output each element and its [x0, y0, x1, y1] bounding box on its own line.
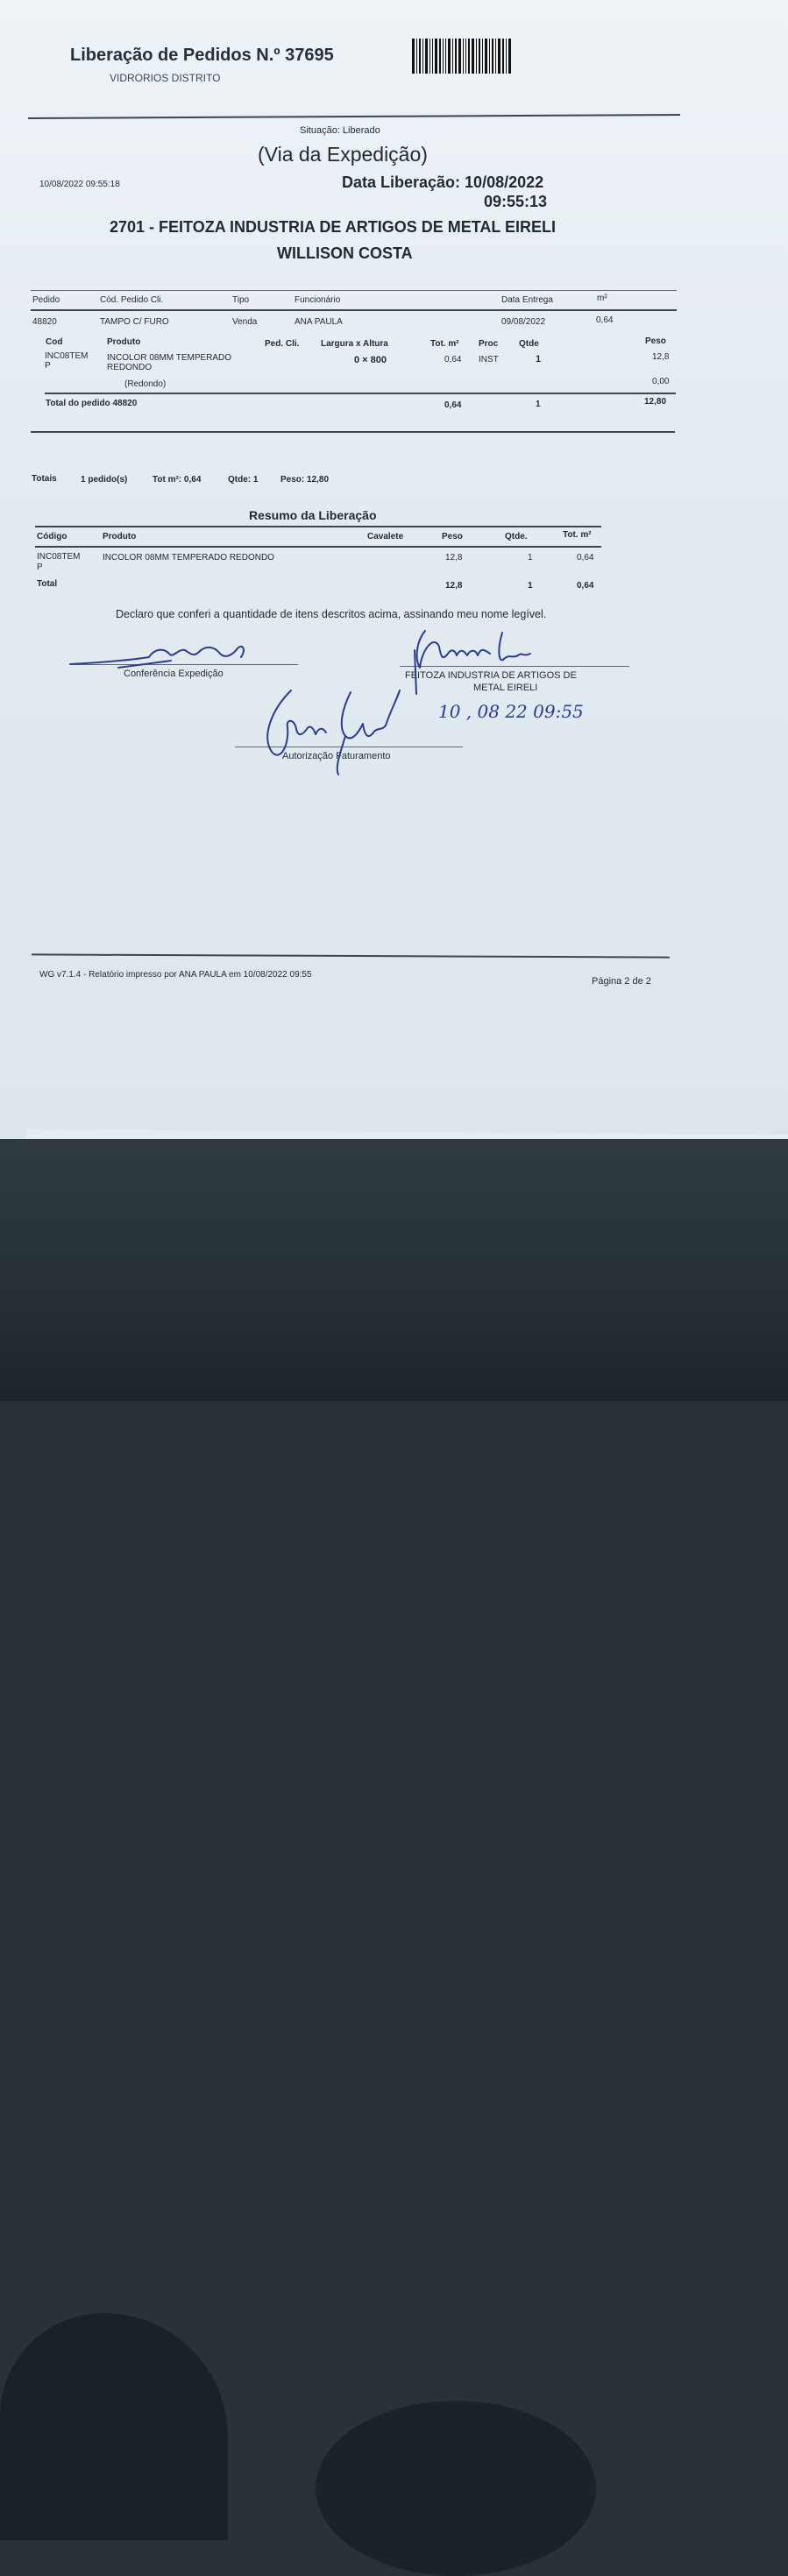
- summary-col-qtde: Qtde.: [505, 532, 528, 541]
- footer-divider: [32, 953, 670, 958]
- summary-title: Resumo da Liberação: [249, 508, 377, 522]
- barcode: [412, 39, 528, 74]
- col-cod-pedido-cli: Cód. Pedido Cli.: [100, 295, 164, 305]
- row-cod-pedido-cli: TAMPO C/ FURO: [100, 317, 169, 327]
- autorizacao-label: Autorização Faturamento: [282, 751, 391, 761]
- summary-total-qtde: 1: [528, 581, 533, 591]
- conferencia-signature: [66, 638, 259, 673]
- shadow-shape: [0, 2313, 228, 2540]
- footer-printed-by: WG v7.1.4 - Relatório impresso por ANA PAULA em 10/08/2022 09:55: [39, 970, 312, 980]
- item-col-peso: Peso: [645, 336, 666, 346]
- order-total-peso: 12,80: [644, 397, 667, 407]
- release-date: Data Liberação: 10/08/2022: [342, 173, 544, 191]
- item-col-qtde: Qtde: [519, 339, 539, 349]
- row-data-entrega: 09/08/2022: [501, 317, 546, 327]
- printed-datetime: 10/08/2022 09:55:18: [39, 180, 120, 189]
- item-dimensions: 0 × 800: [354, 355, 387, 365]
- via-label: (Via da Expedição): [258, 143, 428, 166]
- header-divider: [28, 114, 680, 119]
- summary-codigo-2: P: [37, 563, 43, 572]
- item-peso-extra: 0,00: [652, 377, 670, 386]
- col-data-entrega: Data Entrega: [501, 295, 553, 305]
- release-time: 09:55:13: [484, 193, 548, 210]
- item-produto-3: (Redondo): [124, 379, 167, 389]
- totals-m2: Tot m²: 0,64: [153, 475, 202, 485]
- summary-col-tot-m2: Tot. m²: [563, 530, 592, 540]
- order-total-qtde: 1: [536, 400, 541, 409]
- item-cod-1: INC08TEM: [45, 351, 89, 361]
- order-table-top-line: [31, 290, 677, 291]
- company-name: VIDRORIOS DISTRITO: [110, 72, 221, 84]
- summary-total-peso: 12,8: [445, 581, 463, 591]
- summary-col-produto: Produto: [103, 532, 137, 541]
- item-col-proc: Proc: [479, 339, 499, 349]
- autorizacao-signature: [254, 683, 429, 780]
- item-qtde: 1: [536, 354, 542, 364]
- col-m2: m²: [597, 294, 607, 303]
- order-total-label: Total do pedido 48820: [46, 399, 138, 408]
- item-peso: 12,8: [652, 352, 670, 362]
- summary-top-line: [35, 526, 601, 527]
- summary-col-peso: Peso: [442, 532, 463, 541]
- footer-page: Página 2 de 2: [592, 976, 651, 987]
- summary-col-codigo: Código: [37, 532, 67, 541]
- row-pedido: 48820: [32, 317, 57, 327]
- summary-qtde: 1: [528, 553, 533, 563]
- order-header-line: [31, 309, 677, 311]
- col-funcionario: Funcionário: [295, 295, 341, 305]
- col-pedido: Pedido: [32, 295, 60, 305]
- row-funcionario: ANA PAULA: [295, 317, 343, 327]
- order-total-line: [45, 393, 676, 394]
- item-tot-m2: 0,64: [444, 355, 462, 364]
- document-page: [0, 0, 788, 1139]
- item-col-cod: Cod: [46, 337, 63, 347]
- row-tipo: Venda: [232, 317, 258, 327]
- client-sign-line2: METAL EIRELI: [473, 683, 538, 693]
- background-surface: [0, 1139, 788, 1401]
- client-sign-line1: FEITOZA INDUSTRIA DE ARTIGOS DE: [405, 670, 577, 681]
- summary-codigo-1: INC08TEM: [37, 552, 81, 562]
- client-contact: WILLISON COSTA: [277, 244, 413, 262]
- document-title: Liberação de Pedidos N.º 37695: [70, 46, 334, 65]
- summary-col-cavalete: Cavalete: [367, 532, 404, 541]
- conferencia-label: Conferência Expedição: [124, 669, 224, 679]
- item-col-produto: Produto: [107, 337, 141, 347]
- summary-total-tot-m2: 0,64: [577, 581, 594, 591]
- col-tipo: Tipo: [232, 295, 250, 305]
- item-col-tot-m2: Tot. m²: [430, 339, 459, 349]
- item-col-largura-altura: Largura x Altura: [321, 339, 388, 349]
- summary-total-label: Total: [37, 579, 58, 589]
- item-col-ped-cli: Ped. Cli.: [265, 339, 300, 349]
- row-m2: 0,64: [596, 315, 614, 325]
- totals-pedidos: 1 pedido(s): [81, 475, 128, 485]
- summary-peso: 12,8: [445, 553, 463, 563]
- order-total-m2: 0,64: [444, 400, 462, 410]
- shadow-shape: [316, 2401, 596, 2576]
- summary-produto: INCOLOR 08MM TEMPERADO REDONDO: [103, 553, 274, 563]
- totals-qtde: Qtde: 1: [228, 475, 259, 485]
- summary-header-line: [35, 546, 601, 548]
- client-name: 2701 - FEITOZA INDUSTRIA DE ARTIGOS DE METAL EIRELI: [110, 218, 557, 236]
- item-produto-2: REDONDO: [107, 363, 153, 372]
- totals-label: Totais: [32, 474, 57, 484]
- totals-peso: Peso: 12,80: [280, 475, 330, 485]
- declaration-text: Declaro que conferi a quantidade de itens descritos acima, assinando meu nome legível.: [116, 608, 547, 620]
- summary-tot-m2: 0,64: [577, 553, 594, 563]
- item-proc: INST: [479, 355, 499, 364]
- status-text: Situação: Liberado: [300, 125, 380, 136]
- item-produto-1: INCOLOR 08MM TEMPERADO: [107, 353, 232, 363]
- order-table-bottom-line: [31, 431, 675, 433]
- item-cod-2: P: [45, 361, 51, 371]
- handwritten-date: 10 , 08 22 09:55: [438, 701, 584, 722]
